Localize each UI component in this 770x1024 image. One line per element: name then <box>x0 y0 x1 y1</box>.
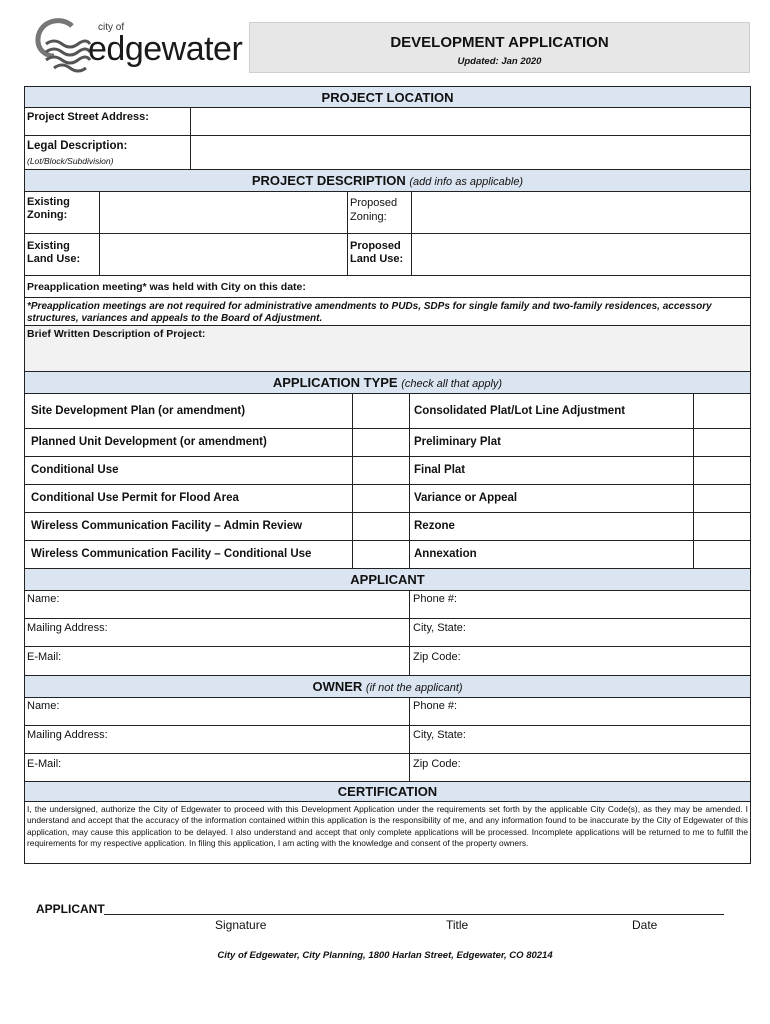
app-type-right-label: Annexation <box>414 548 477 560</box>
section-heading: PROJECT DESCRIPTION <box>251 173 406 188</box>
legal-description-sublabel: (Lot/Block/Subdivision) <box>27 156 114 166</box>
app-type-left-checkbox[interactable] <box>352 394 409 428</box>
legal-description-label: Legal Description: <box>27 140 128 152</box>
certification-row <box>24 802 751 864</box>
app-type-right-label: Variance or Appeal <box>414 492 518 504</box>
existing-zoning-label: Existing Zoning: <box>27 196 70 221</box>
owner-zip-field[interactable] <box>409 754 750 781</box>
row-zoning <box>24 192 751 234</box>
owner-phone-label: Phone #: <box>413 700 458 712</box>
applicant-name-label: Name: <box>27 593 60 605</box>
section-heading-note: (add info as applicable) <box>409 176 524 188</box>
applicant-mailing-field[interactable] <box>25 619 409 646</box>
certification-text: I, the undersigned, authorize the City of Edgewater to proceed with this Development Application under the requirements set forth by the applicable City Code(s), as they may be amended. I understand and accept that the accuracy of the information contained within this application is the responsibility of me, and any information found to be inaccurate by the City of Edgewater of this application, may cause this application to be delayed. I also understand and accept that only complete applications will be processed. Incomplete applications will be returned to me to fulfill the requirements for my respective application. In filing this application, I am acting with the knowledge and consent of the property owners. <box>27 804 748 849</box>
owner-phone-field[interactable] <box>409 698 750 725</box>
proposed-land-use-label: Proposed Land Use: <box>350 240 404 265</box>
logo-city-of: city of <box>98 22 125 33</box>
owner-city-state-label: City, State: <box>413 729 466 741</box>
app-type-left-label: Wireless Communication Facility – Conditional Use <box>31 548 312 560</box>
app-type-right-label: Consolidated Plat/Lot Line Adjustment <box>414 405 626 417</box>
date-caption: Date <box>632 918 658 932</box>
owner-row-name <box>24 698 751 726</box>
signature-caption: Signature <box>215 918 267 932</box>
footer-address: City of Edgewater, City Planning, 1800 Harlan Street, Edgewater, CO 80214 <box>217 950 553 961</box>
section-applicant <box>24 569 751 591</box>
legal-description-field[interactable] <box>190 136 750 169</box>
app-type-right-label: Rezone <box>414 520 455 532</box>
owner-row-address <box>24 726 751 754</box>
street-address-field[interactable] <box>190 108 750 135</box>
section-project-location <box>24 86 751 108</box>
application-type-row <box>24 513 751 541</box>
app-type-right-checkbox[interactable] <box>693 541 750 568</box>
city-logo <box>32 16 252 76</box>
applicant-email-label: E-Mail: <box>27 651 62 663</box>
application-type-row <box>24 541 751 569</box>
applicant-row-name <box>24 591 751 619</box>
section-heading-note: (check all that apply) <box>401 378 503 390</box>
owner-row-email <box>24 754 751 782</box>
signature-applicant-label: APPLICANT <box>36 902 105 916</box>
applicant-email-field[interactable] <box>25 647 409 675</box>
app-type-left-checkbox[interactable] <box>352 541 409 568</box>
applicant-city-state-label: City, State: <box>413 622 466 634</box>
row-land-use <box>24 234 751 276</box>
app-type-left-checkbox[interactable] <box>352 457 409 484</box>
applicant-phone-field[interactable] <box>409 591 750 618</box>
proposed-zoning-field[interactable] <box>411 192 750 233</box>
application-form <box>24 86 751 864</box>
brief-description-field[interactable] <box>24 326 751 372</box>
existing-land-use-field[interactable] <box>99 234 347 275</box>
applicant-mailing-label: Mailing Address: <box>27 622 108 634</box>
section-heading-note: (if not the applicant) <box>365 682 463 694</box>
app-type-left-checkbox[interactable] <box>352 513 409 540</box>
section-project-description <box>24 170 751 192</box>
existing-zoning-field[interactable] <box>99 192 347 233</box>
section-application-type <box>24 372 751 394</box>
app-type-left-label: Conditional Use <box>31 464 119 476</box>
section-heading: OWNER <box>312 679 363 694</box>
app-type-right-label: Preliminary Plat <box>414 436 501 448</box>
app-type-right-checkbox[interactable] <box>693 485 750 512</box>
app-type-left-label: Site Development Plan (or amendment) <box>31 405 246 417</box>
app-type-left-label: Conditional Use Permit for Flood Area <box>31 492 239 504</box>
app-type-right-label: Final Plat <box>414 464 466 476</box>
app-type-left-checkbox[interactable] <box>352 429 409 456</box>
applicant-row-email <box>24 647 751 676</box>
app-type-right-checkbox[interactable] <box>693 513 750 540</box>
applicant-city-state-field[interactable] <box>409 619 750 646</box>
app-type-left-label: Planned Unit Development (or amendment) <box>31 436 267 448</box>
owner-city-state-field[interactable] <box>409 726 750 753</box>
row-legal-description <box>24 136 751 170</box>
section-owner <box>24 676 751 698</box>
section-heading: PROJECT LOCATION <box>321 90 454 105</box>
owner-name-field[interactable] <box>25 698 409 725</box>
title-box <box>249 22 750 73</box>
applicant-name-field[interactable] <box>25 591 409 618</box>
owner-email-field[interactable] <box>25 754 409 781</box>
row-preapplication-note <box>24 298 751 326</box>
row-preapplication <box>24 276 751 298</box>
applicant-zip-field[interactable] <box>409 647 750 675</box>
application-type-row <box>24 485 751 513</box>
brief-description-label: Brief Written Description of Project: <box>27 328 206 340</box>
section-heading: APPLICATION TYPE <box>272 375 398 390</box>
street-address-label: Project Street Address: <box>27 111 149 123</box>
owner-mailing-label: Mailing Address: <box>27 729 108 741</box>
logo-wordmark: edgewater <box>88 30 243 68</box>
preapplication-label: Preapplication meeting* was held with City on this date: <box>27 281 306 293</box>
applicant-phone-label: Phone #: <box>413 593 458 605</box>
section-certification <box>24 782 751 802</box>
title-caption: Title <box>446 918 469 932</box>
owner-mailing-field[interactable] <box>25 726 409 753</box>
owner-email-label: E-Mail: <box>27 758 62 770</box>
owner-zip-label: Zip Code: <box>413 758 461 770</box>
application-type-row <box>24 394 751 429</box>
row-street-address <box>24 108 751 136</box>
applicant-zip-label: Zip Code: <box>413 651 461 663</box>
preapplication-note: *Preapplication meetings are not required for administrative amendments to PUDs, SDPs for single family and two-family residences, accessory structures, variances and appeals to the Board of Adjustment. <box>27 301 712 324</box>
application-type-row <box>24 457 751 485</box>
applicant-row-address <box>24 619 751 647</box>
waves-logo-icon <box>32 16 92 74</box>
page-title: DEVELOPMENT APPLICATION <box>390 34 609 51</box>
existing-land-use-label: Existing Land Use: <box>27 240 81 265</box>
section-heading: CERTIFICATION <box>337 784 438 799</box>
proposed-land-use-field[interactable] <box>411 234 750 275</box>
app-type-right-checkbox[interactable] <box>693 429 750 456</box>
signature-line[interactable] <box>104 914 724 915</box>
section-heading: APPLICANT <box>350 572 425 587</box>
application-type-row <box>24 429 751 457</box>
app-type-right-checkbox[interactable] <box>693 457 750 484</box>
app-type-left-checkbox[interactable] <box>352 485 409 512</box>
app-type-left-label: Wireless Communication Facility – Admin Review <box>31 520 303 532</box>
updated-date: Updated: Jan 2020 <box>457 56 542 67</box>
proposed-zoning-label: Proposed Zoning: <box>350 197 398 223</box>
app-type-right-checkbox[interactable] <box>693 394 750 428</box>
owner-name-label: Name: <box>27 700 60 712</box>
